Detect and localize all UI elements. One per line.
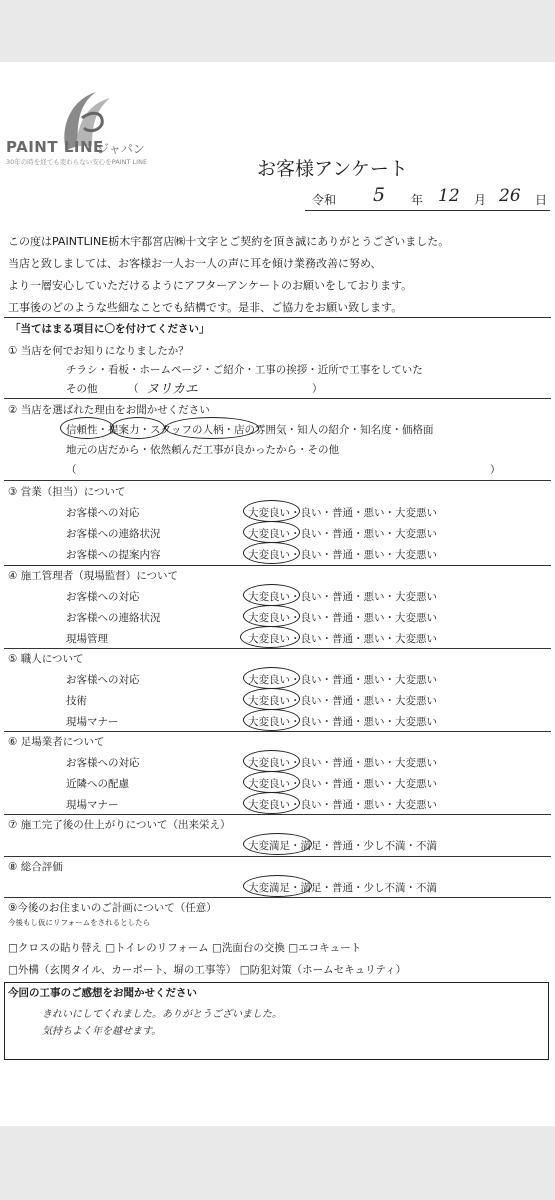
divider [4, 814, 551, 815]
q4-item-2-scale: 大変良い・良い・普通・悪い・大変悪い [248, 612, 437, 624]
date-day: 26 [499, 186, 521, 206]
page-title: お客様アンケート [257, 158, 408, 180]
q1-paren-open: （ [128, 383, 139, 395]
q5-item-1: お客様への対応 [66, 674, 140, 686]
divider [4, 897, 551, 898]
q4-item-3-scale: 大変良い・良い・普通・悪い・大変悪い [248, 633, 437, 645]
q9-options-row-1: □クロスの貼り替え □トイレのリフォーム □洗面台の交換 □エコキュート [8, 942, 362, 954]
divider [4, 731, 551, 732]
q3-item-3: お客様への提案内容 [66, 549, 161, 561]
date-year-unit: 年 [411, 193, 424, 207]
q2-paren-close: ） [490, 464, 501, 476]
q6-item-1-scale: 大変良い・良い・普通・悪い・大変悪い [248, 757, 437, 769]
q6-item-2: 近隣への配慮 [66, 778, 129, 790]
circle-mark-q3-2 [243, 521, 300, 543]
q4-item-1: お客様への対応 [66, 591, 140, 603]
logo-tagline: 30年の時を経ても変わらない安心をPAINT LINE [6, 158, 148, 166]
circle-mark-q6-2 [243, 771, 300, 793]
q2-label: ② 当店を選ばれた理由をお聞かせください [8, 404, 210, 416]
date-month: 12 [438, 186, 460, 206]
comment-handwritten-line-1: きれいにしてくれました。ありがとうございました。 [42, 1009, 282, 1020]
q7-label: ⑦ 施工完了後の仕上がりについて（出来栄え） [8, 819, 231, 831]
date-day-unit: 日 [535, 193, 548, 207]
q6-item-2-scale: 大変良い・良い・普通・悪い・大変悪い [248, 778, 437, 790]
circle-mark-q3-1 [243, 500, 300, 522]
circle-mark-q4-1 [243, 584, 300, 606]
circle-mark-reliability [60, 417, 114, 439]
circle-mark-q5-2 [243, 688, 300, 710]
q3-item-2: お客様への連絡状況 [66, 528, 161, 540]
circle-mark-q6-3 [243, 792, 300, 814]
circle-mark-q5-3 [243, 709, 300, 731]
q1-paren-close: ） [312, 383, 323, 395]
divider [4, 317, 551, 318]
q5-item-3-scale: 大変良い・良い・普通・悪い・大変悪い [248, 716, 437, 728]
circle-mark-q5-1 [243, 667, 300, 689]
date-month-unit: 月 [474, 193, 487, 207]
q1-other-label: その他 [66, 383, 98, 395]
q9-options-row-2: □外構（玄関タイル、カーポート、塀の工事等） □防犯対策（ホームセキュリティ） [8, 964, 407, 976]
q3-item-3-scale: 大変良い・良い・普通・悪い・大変悪い [248, 549, 437, 561]
circle-mark-q8 [243, 875, 312, 897]
divider [4, 565, 551, 566]
q6-item-3: 現場マナー [66, 799, 119, 811]
logo-name-kana: ジャパン [97, 142, 145, 156]
q5-item-1-scale: 大変良い・良い・普通・悪い・大変悪い [248, 674, 437, 686]
circle-mark-q4-2 [243, 605, 300, 627]
q2-paren-open: （ [66, 464, 77, 476]
q6-item-1: お客様への対応 [66, 757, 140, 769]
divider [4, 648, 551, 649]
date-era: 令和 [312, 193, 337, 207]
date-year: 5 [373, 184, 386, 206]
q3-item-1: お客様への対応 [66, 507, 140, 519]
q1-other-answer: ヌリカエ [146, 382, 198, 397]
q8-scale: 大変満足・満足・普通・少し不満・不満 [248, 882, 437, 894]
comment-label: 今回の工事のご感想をお聞かせください [8, 987, 197, 999]
comment-handwritten-line-2: 気持ちよく年を越せます。 [42, 1026, 162, 1037]
q4-item-3: 現場管理 [66, 633, 108, 645]
intro-line-3: より一層安心していただけるようにアフターアンケートのお願いをしております。 [8, 279, 413, 292]
circle-mark-q3-3 [243, 542, 300, 564]
q5-item-2-scale: 大変良い・良い・普通・悪い・大変悪い [248, 695, 437, 707]
q7-scale: 大変満足・満足・普通・少し不満・不満 [248, 840, 437, 852]
q4-label: ④ 施工管理者（現場監督）について [8, 570, 179, 582]
q9-sub: 今後もし仮にリフォームをされるとしたら [8, 918, 151, 927]
q4-item-2: お客様への連絡状況 [66, 612, 161, 624]
q6-label: ⑥ 足場業者について [8, 736, 105, 748]
instruction-text: 「当てはまる項目に〇を付けてください」 [10, 323, 210, 335]
q6-item-3-scale: 大変良い・良い・普通・悪い・大変悪い [248, 799, 437, 811]
q3-label: ③ 営業（担当）について [8, 486, 126, 498]
q4-item-1-scale: 大変良い・良い・普通・悪い・大変悪い [248, 591, 437, 603]
intro-line-2: 当店と致しましては、お客様お一人お一人の声に耳を傾け業務改善に努め、 [8, 257, 382, 270]
q5-item-3: 現場マナー [66, 716, 119, 728]
q3-item-1-scale: 大変良い・良い・普通・悪い・大変悪い [248, 507, 437, 519]
q8-label: ⑧ 総合評価 [8, 861, 63, 873]
q5-item-2: 技術 [66, 695, 87, 707]
divider [4, 480, 551, 481]
intro-line-1: この度はPAINTLINE栃木宇都宮店㈱十文字とご契約を頂き誠にありがとうございました。 [8, 235, 450, 248]
intro-line-4: 工事後のどのような些細なことでも結構です。是非、ご協力をお願い致します。 [8, 301, 403, 314]
circle-mark-q6-1 [243, 750, 300, 772]
circle-mark-q7 [243, 833, 312, 855]
q1-options: チラシ・看板・ホームページ・ご紹介・工事の挨拶・近所で工事をしていた [66, 364, 423, 376]
circle-mark-proposal [111, 417, 165, 439]
q3-item-2-scale: 大変良い・良い・普通・悪い・大変悪い [248, 528, 437, 540]
divider [4, 398, 551, 399]
q9-label: ⑨今後のお住まいのご計画について（任意） [8, 902, 217, 914]
divider [4, 856, 551, 857]
circle-mark-q4-3 [240, 626, 300, 648]
q2-options-line-1: 信頼性・提案力・スタッフの人柄・店の雰囲気・知人の紹介・知名度・価格面 [66, 424, 434, 436]
q1-label: ① 当店を何でお知りになりましたか？ [8, 345, 189, 357]
date-underline [305, 210, 550, 211]
q2-options-line-2: 地元の店だから・依然頼んだ工事が良かったから・その他 [66, 444, 339, 456]
q5-label: ⑤ 職人について [8, 653, 84, 665]
logo-name: PAINT LINE [6, 138, 104, 156]
circle-mark-staff [165, 417, 259, 439]
